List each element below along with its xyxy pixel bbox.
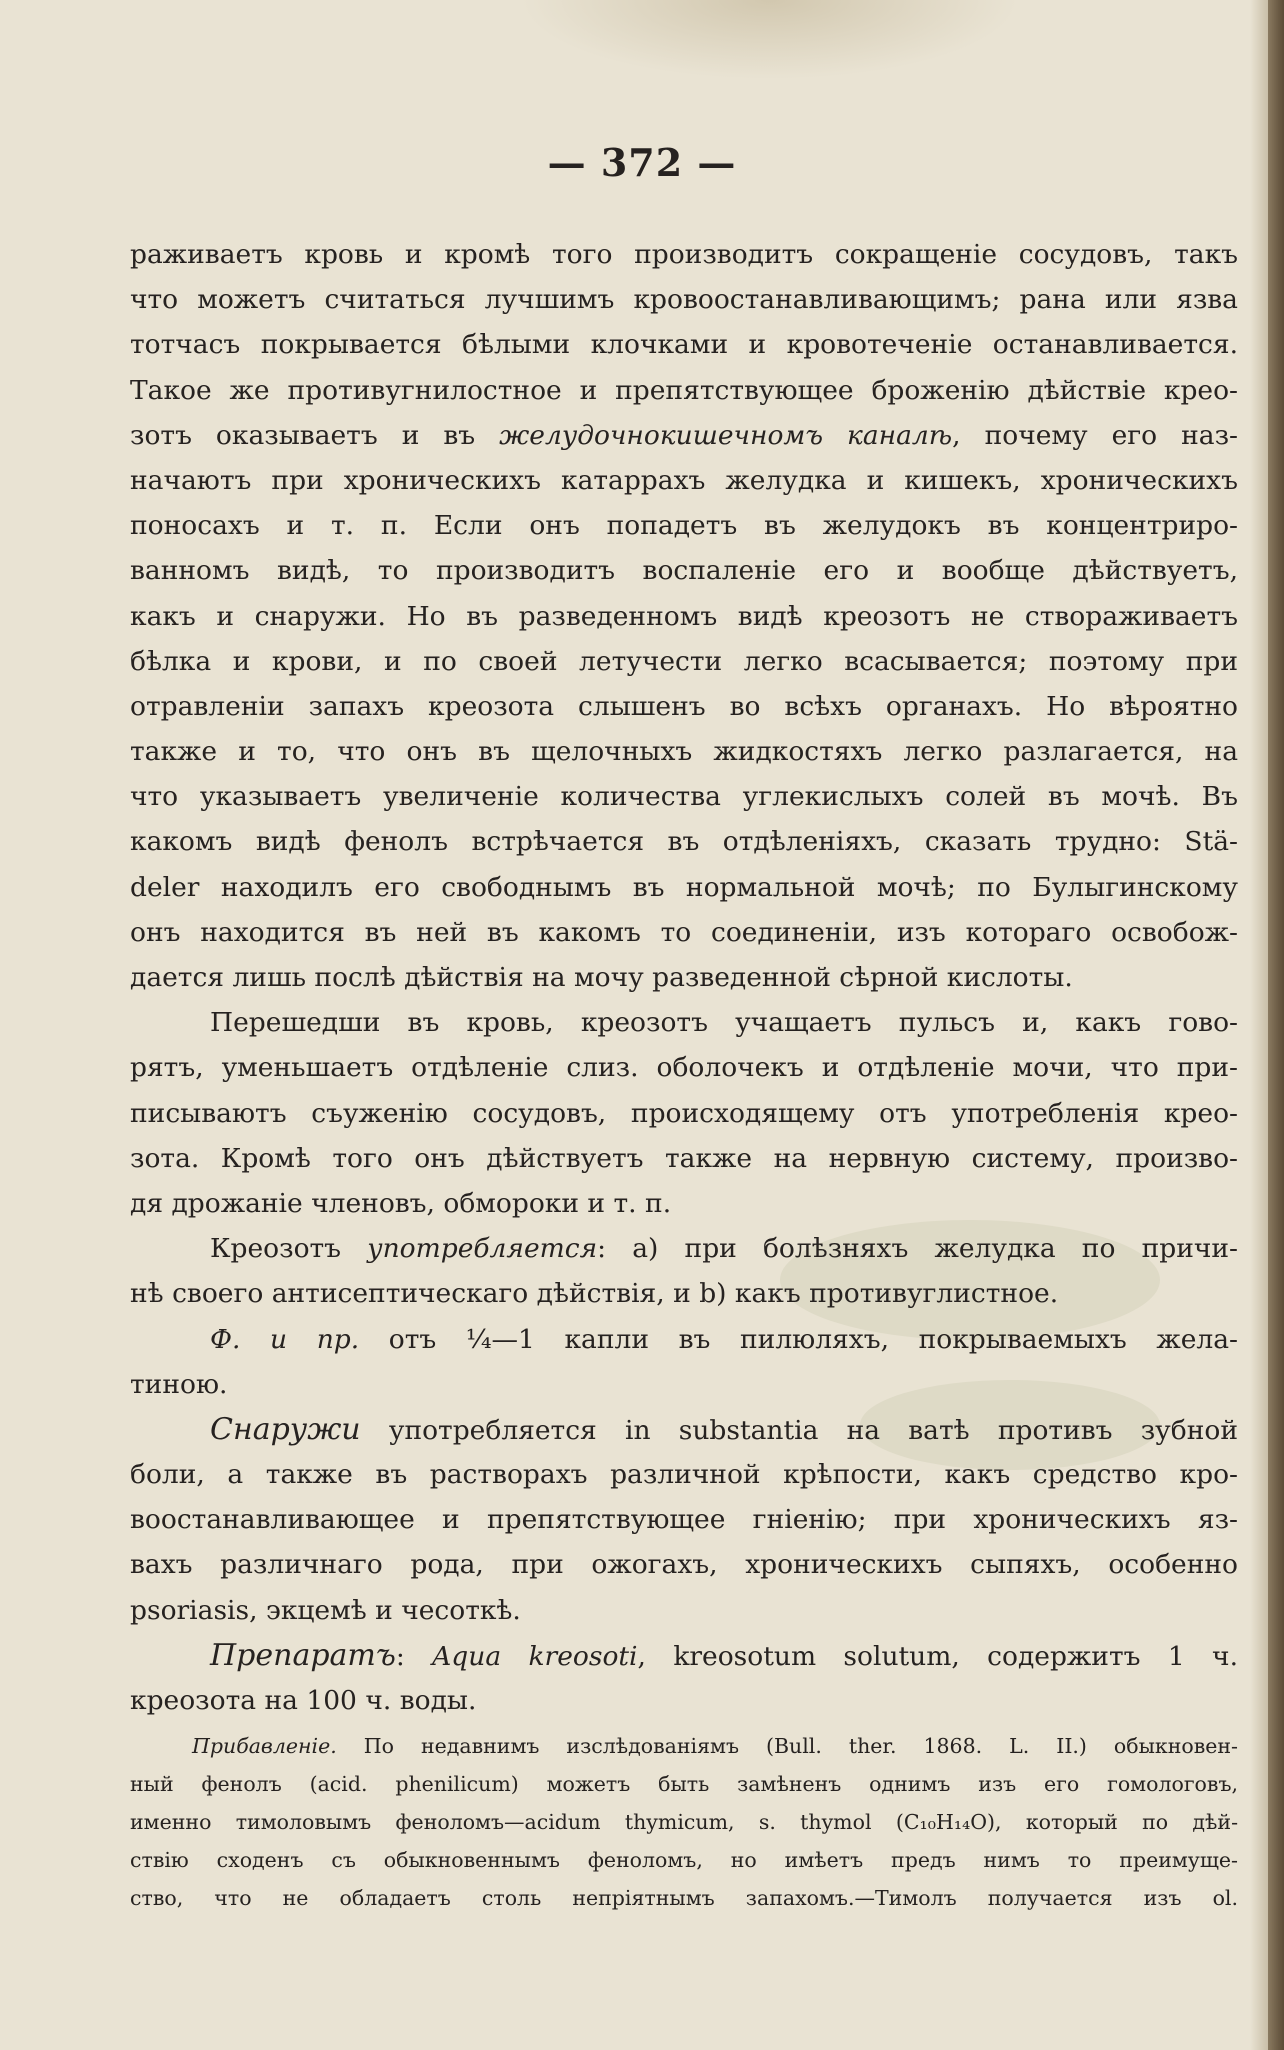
text-line: именно тимоловымъ феноломъ—acidum thymicum, s. thymol (C₁₀H₁₄O), который по дѣй- <box>130 1810 1238 1835</box>
paragraph-4 <box>130 1317 1238 1407</box>
text-line: Препаратъ: Aqua kreosoti, kreosotum solutum, содержитъ 1 ч. <box>210 1637 1238 1673</box>
text-line: какомъ видѣ фенолъ встрѣчается въ отдѣленiяхъ, сказать трудно: Stä- <box>130 826 1238 858</box>
text-line: тиною. <box>130 1368 228 1400</box>
italic-term: Прибавленie. <box>192 1734 337 1759</box>
text-line: начаютъ при хроническихъ катаррахъ желудка и кишекъ, хроническихъ <box>130 464 1238 496</box>
text-line: зотъ оказываетъ и въ желудочнокишечномъ каналѣ, почему его наз- <box>130 419 1238 451</box>
text-line: боли, а также въ растворахъ различной крѣпости, какъ средство кро- <box>130 1459 1238 1491</box>
text-line: рятъ, уменьшаетъ отдѣленie слиз. оболочекъ и отдѣленie мочи, что при- <box>130 1052 1238 1084</box>
text-line: Креозотъ употребляется: а) при болѣзняхъ желудка по причи- <box>210 1233 1238 1265</box>
text-line: раживаетъ кровь и кромѣ того производитъ сокращенie сосудовъ, такъ <box>130 239 1238 270</box>
text-line: бѣлка и крови, и по своей летучести легко всасывается; поэтому при <box>130 645 1238 677</box>
text-line: deler находилъ его свободнымъ въ нормальной мочѣ; по Булыгинскому <box>130 871 1238 903</box>
paragraph-3 <box>130 1226 1238 1316</box>
page-edge <box>1250 0 1268 2050</box>
italic-term: Aqua kreosoti <box>432 1640 638 1672</box>
text-line: что можетъ считаться лучшимъ кровоостанавливающимъ; рана или язва <box>130 284 1238 316</box>
page-number: — 372 — <box>547 140 737 185</box>
page-shadow <box>520 0 1020 80</box>
text-line: что указываетъ увеличенie количества углекислыхъ солей въ мочѣ. Въ <box>130 781 1238 813</box>
text-line: зота. Кромѣ того онъ дѣйствуетъ также на нервную систему, произво- <box>130 1142 1238 1174</box>
text-line: писываютъ съуженiю сосудовъ, происходящему отъ употребленiя крео- <box>130 1097 1238 1129</box>
text-line: поносахъ и т. п. Если онъ попадетъ въ желудокъ въ концентриро- <box>130 510 1238 542</box>
text-line: ванномъ видѣ, то производитъ воспаленie его и вообще дѣйствуетъ, <box>130 555 1238 587</box>
text-line: тотчасъ покрывается бѣлыми клочками и кровотеченie останавливается. <box>130 329 1238 361</box>
text-line: Такое же противугнилостное и препятствующее броженiю дѣйствie крео- <box>130 374 1238 406</box>
text-line: Прибавленie. По недавнимъ изслѣдованiямъ (Bull. ther. 1868. L. II.) обыкновен- <box>192 1734 1238 1759</box>
text-line: Перешедши въ кровь, креозотъ учащаетъ пульсъ и, какъ гово- <box>210 1007 1238 1039</box>
italic-term: употребляется <box>367 1233 598 1265</box>
text-line: дя дрожанie членовъ, обмороки и т. п. <box>130 1187 672 1219</box>
text-line: ный фенолъ (acid. phenilicum) можетъ быть замѣненъ однимъ изъ его гомологовъ, <box>130 1772 1238 1797</box>
paragraph-1 <box>130 232 1238 1000</box>
book-binding-edge <box>1268 0 1284 2050</box>
page-body <box>130 232 1238 1917</box>
italic-term: Снаружи <box>210 1411 361 1447</box>
text-line: креозота на 100 ч. воды. <box>130 1685 477 1716</box>
text-line: отравленiи запахъ креозота слышенъ во всѣхъ органахъ. Но вѣроятно <box>130 690 1238 722</box>
text-line: ствiю сходенъ съ обыкновеннымъ феноломъ, но имѣетъ предъ нимъ то преимуще- <box>130 1848 1238 1873</box>
paragraph-2 <box>130 1000 1238 1226</box>
paragraph-6 <box>130 1633 1238 1723</box>
text-line: Ф. и пр. отъ ¼—1 капли въ пилюляхъ, покрываемыхъ жела- <box>210 1323 1238 1355</box>
italic-term: Ф. и пр. <box>210 1323 360 1355</box>
paragraph-5 <box>130 1407 1238 1633</box>
text-line: вахъ различнаго рода, при ожогахъ, хроническихъ сыпяхъ, особенно <box>130 1549 1238 1581</box>
addendum <box>130 1727 1238 1917</box>
text-line: онъ находится въ ней въ какомъ то соединенiи, изъ котораго освобож- <box>130 916 1238 948</box>
text-line: воостанавливающее и препятствующее гнiенiю; при хроническихъ яз- <box>130 1504 1238 1536</box>
text-line: нѣ своего антисептическаго дѣйствiя, и b) какъ противуглистное. <box>130 1278 1059 1310</box>
text-line: также и то, что онъ въ щелочныхъ жидкостяхъ легко разлагается, на <box>130 736 1238 768</box>
text-line: какъ и снаружи. Но въ разведенномъ видѣ креозотъ не створаживаетъ <box>130 600 1238 632</box>
text-line: дается лишь послѣ дѣйствiя на мочу разведенной сѣрной кислоты. <box>130 962 1073 993</box>
italic-term: Препаратъ <box>210 1637 396 1673</box>
italic-term: желудочнокишечномъ каналѣ <box>499 419 953 451</box>
text-line: Снаружи употребляется in substantia на ватѣ противъ зубной <box>210 1411 1238 1447</box>
text-line: ство, что не обладаетъ столь непрiятнымъ запахомъ.—Тимолъ получается изъ ol. <box>130 1886 1238 1911</box>
text-line: psoriasis, экцемѣ и чесоткѣ. <box>130 1594 521 1626</box>
